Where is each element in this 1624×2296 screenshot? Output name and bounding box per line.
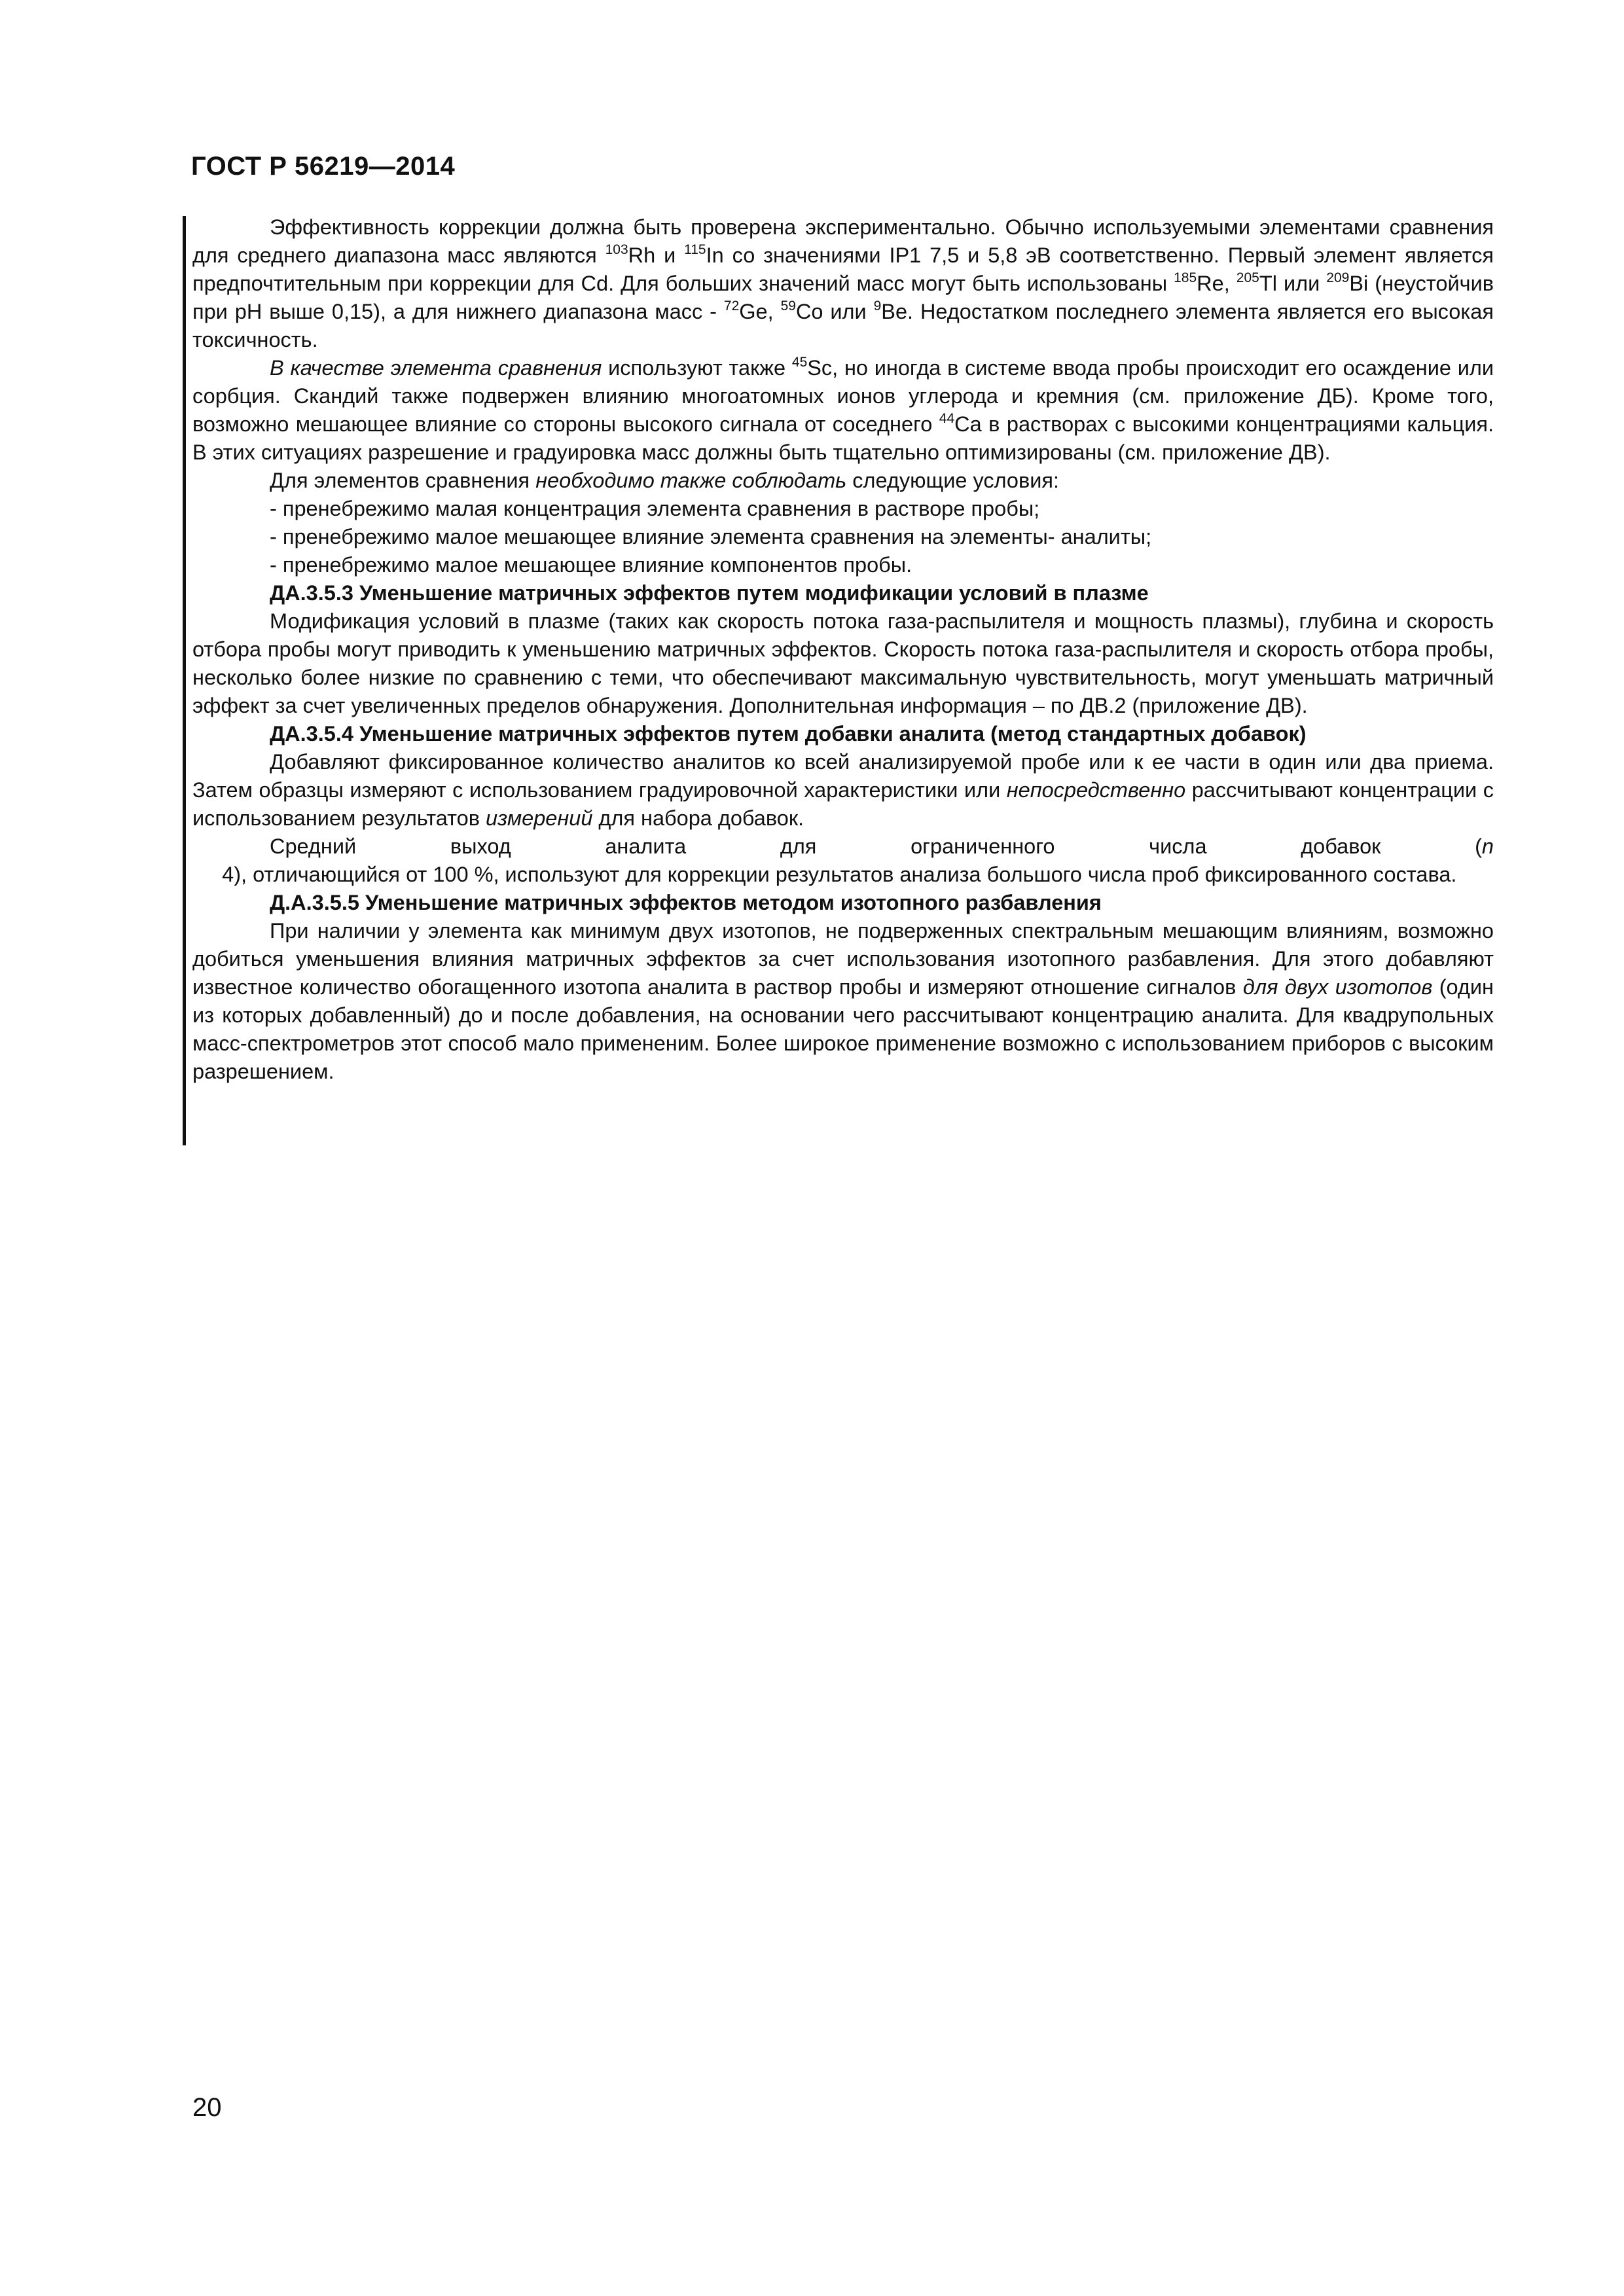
list-item: - пренебрежимо малое мешающее влияние компонентов пробы. — [270, 553, 912, 577]
list-item: - пренебрежимо малое мешающее влияние элемента сравнения на элементы- аналиты; — [270, 525, 1152, 548]
section-heading-isotope-dilution: Д.А.3.5.5 Уменьшение матричных эффектов методом изотопного разбавления — [270, 891, 1102, 914]
paragraph-standard-additions: Добавляют фиксированное количество аналитов ко всей анализируемой пробе или к ее части в один или два приема. Затем образцы измеряют с использованием градуировочной характеристики или непосредственно рассчитывают концентрации с использованием результатов измерений для набора добавок. — [192, 750, 1494, 830]
page-number: 20 — [192, 2093, 222, 2122]
paragraph-correction-efficiency: Эффективность коррекции должна быть проверена экспериментально. Обычно используемыми элементами сравнения для среднего диапазона масс являются $^{103}$Rh и $^{115}$In со значениями IP1 7,5 и 5,8 эВ соответственно. Первый элемент является предпочтительным при коррекции для Cd. Для больших значений масс могут быть использованы $^{185}$Re, $^{205}$Tl или $^{209}$Bi (неустойчив при pH выше 0,15), а для нижнего диапазона масс - $^{72}$Ge, $^{59}$Co или $^9$Be. Недостатком последнего элемента является его высокая токсичность. — [192, 215, 1494, 351]
section-heading-plasma: ДА.3.5.3 Уменьшение матричных эффектов путем модификации условий в плазме — [270, 581, 1149, 605]
paragraph-scandium: В качестве элемента сравнения используют также $^{45}$Sc, но иногда в системе ввода пробы происходит его осаждение или сорбция. Скандий также подвержен влиянию многоатомных ионов углерода и кремния (см. приложение ДБ). Кроме того, возможно мешающее влияние со стороны высокого сигнала от соседнего $^{44}$Ca в растворах с высокими концентрациями кальция. В этих ситуациях разрешение и градуировка масс должны быть тщательно оптимизированы (см. приложение ДВ). — [192, 355, 1494, 464]
change-bar — [183, 216, 186, 1145]
section-heading-standard-additions: ДА.3.5.4 Уменьшение матричных эффектов путем добавки аналита (метод стандартных добавок) — [270, 722, 1307, 745]
paragraph-conditions-intro: Для элементов сравнения необходимо также соблюдать следующие условия: — [270, 469, 1060, 492]
page-content — [192, 213, 1494, 1086]
document-header: ГОСТ Р 56219—2014 — [191, 152, 456, 181]
paragraph-isotope-dilution: При наличии у элемента как минимум двух изотопов, не подверженных спектральным мешающим влияниям, возможно добиться уменьшения влияния матричных эффектов за счет использования изотопного разбавления. Для этого добавляют известное количество обогащенного изотопа аналита в раствор пробы и измеряют отношение сигналов для двух изотопов (один из которых добавленный) до и после добавления, на основании чего рассчитывают концентрацию аналита. Для квадрупольных масс-спектрометров этот способ мало примененим. Более широкое применение возможно с использованием приборов с высоким разрешением. — [192, 919, 1494, 1083]
paragraph-plasma: Модификация условий в плазме (таких как скорость потока газа-распылителя и мощность плазмы), глубина и скорость отбора пробы могут приводить к уменьшению матричных эффектов. Скорость потока газа-распылителя и скорость отбора пробы, несколько более низкие по сравнению с теми, что обеспечивают максимальную чувствительность, могут уменьшать матричный эффект за счет увеличенных пределов обнаружения. Дополнительная информация – по ДВ.2 (приложение ДВ). — [192, 609, 1494, 717]
paragraph-mean-yield: Средний выход аналита для ограниченного числа добавок (n 4), отличающийся от 100 %, используют для коррекции результатов анализа большого числа проб фиксированного состава. — [192, 834, 1494, 886]
list-item: - пренебрежимо малая концентрация элемента сравнения в растворе пробы; — [270, 497, 1040, 520]
